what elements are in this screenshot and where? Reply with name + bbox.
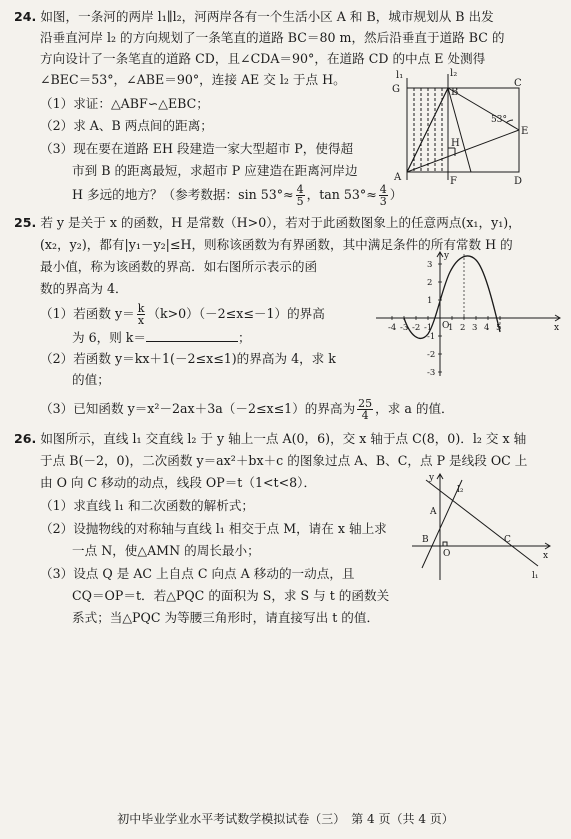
label-l1: l₁ bbox=[532, 571, 539, 581]
label-A: A bbox=[394, 172, 402, 183]
q24-line2: 沿垂直河岸 l₂ 的方向规划了一条笔直的道路 BC＝80 m，然后沿垂直于道路 BC 的 bbox=[40, 30, 505, 45]
x-tick-label: -4 bbox=[388, 323, 397, 333]
y-tick-label: -1 bbox=[427, 332, 436, 342]
q24-line1: 如图，一条河的两岸 l₁∥l₂，河两岸各有一个生活小区 A 和 B，城市规划从 B 出发 bbox=[40, 9, 494, 24]
q25-part3: （3）已知函数 y＝x²－2ax＋3a（－2≤x≤1）的界高为 $\frac{25}{4}$ ，求 a 的值． bbox=[40, 397, 454, 422]
q26-part1: （1）求直线 l₁ 和二次函数的解析式； bbox=[40, 498, 255, 513]
axis-y-label: y bbox=[444, 251, 450, 261]
label-H: H bbox=[451, 138, 460, 149]
label-C: C bbox=[504, 535, 511, 545]
x-tick-label: 4 bbox=[484, 323, 490, 333]
q26-part3-b: CQ＝OP＝t．若△PQC 的面积为 S，求 S 与 t 的函数关 bbox=[72, 588, 390, 603]
x-tick-label: 2 bbox=[460, 323, 466, 333]
fraction: $\frac{4}{5}$ bbox=[296, 183, 304, 208]
label-A: A bbox=[430, 507, 437, 517]
q26-line3: 由 O 向 C 移动的动点，线段 OP＝t（1<t<8）． bbox=[40, 475, 317, 490]
label-l1: l₁ bbox=[396, 70, 404, 81]
label-l2: l₂ bbox=[457, 485, 464, 495]
fraction: $\frac{4}{3}$ bbox=[379, 183, 387, 208]
answer-blank[interactable] bbox=[146, 329, 238, 342]
label-F: F bbox=[450, 176, 457, 187]
question-number: 24. bbox=[14, 9, 37, 24]
axis-x-label: x bbox=[554, 323, 560, 333]
q25-line1: 若 y 是关于 x 的函数，H 是常数（H>0），若对于此函数图象上的任意两点(x₁，y₁)， bbox=[40, 215, 521, 230]
y-tick-label: 3 bbox=[427, 260, 433, 270]
q26-line1: 如图所示，直线 l₁ 交直线 l₂ 于 y 轴上一点 A(0，6)，交 x 轴于点 C(8，0)．l₂ 交 x 轴 bbox=[40, 431, 527, 446]
y-tick-label: 2 bbox=[427, 278, 433, 288]
q25-line3: 最小值，称为该函数的界高．如右图所示表示的函 bbox=[40, 259, 318, 274]
river-figure bbox=[388, 68, 528, 188]
label-E: E bbox=[521, 126, 528, 137]
page-footer: 初中毕业学业水平考试数学模拟试卷（三） 第 4 页（共 4 页） bbox=[117, 812, 454, 826]
x-tick-label: -2 bbox=[412, 323, 421, 333]
x-tick-label: 3 bbox=[472, 323, 478, 333]
fraction: $\frac{k}{x}$ bbox=[137, 302, 145, 327]
fraction: $\frac{25}{4}$ bbox=[358, 397, 373, 422]
origin-label: O bbox=[442, 321, 450, 331]
q26-part3-c: 系式；当△PQC 为等腰三角形时，请直接写出 t 的值． bbox=[72, 610, 380, 625]
lines-figure bbox=[410, 470, 555, 582]
label-O: O bbox=[443, 549, 451, 559]
bounded-function-figure bbox=[372, 248, 564, 378]
question-number: 25. bbox=[14, 215, 37, 230]
label-angle: 53° bbox=[491, 115, 507, 125]
q26-part3-a: （3）设点 Q 是 AC 上自点 C 向点 A 移动的一动点，且 bbox=[40, 566, 355, 581]
x-tick-label: -1 bbox=[424, 323, 433, 333]
label-B: B bbox=[422, 535, 429, 545]
q25-line2: (x₂，y₂)，都有|y₁－y₂|≤H，则称该函数为有界函数，其中满足条件的所有常数 H 的 bbox=[40, 237, 513, 252]
q24-line3: 方向设计了一条笔直的道路 CD，且∠CDA＝90°，在道路 CD 的中点 E 处测得 bbox=[40, 51, 486, 66]
axis-x-label: x bbox=[543, 551, 549, 561]
axis-y-label: y bbox=[429, 473, 435, 483]
q25-part2-a: （2）若函数 y＝kx＋1(－2≤x≤1)的界高为 4，求 k bbox=[40, 351, 336, 366]
q24-part3-c: H 多远的地方？（参考数据：sin 53°≈ $\frac{4}{5}$ ，tan 53°≈ $\frac{4}{3}$ ） bbox=[72, 183, 403, 208]
q25-part1-b: 为 6，则 k＝ ； bbox=[72, 330, 251, 345]
q26-part2-b: 一点 N，使△AMN 的周长最小； bbox=[72, 543, 260, 558]
label-B: B bbox=[451, 87, 459, 98]
q25-line4: 数的界高为 4． bbox=[40, 281, 128, 296]
x-tick-label: 1 bbox=[448, 323, 454, 333]
y-tick-label: -2 bbox=[427, 350, 436, 360]
q24-line4: ∠BEC＝53°，∠ABE＝90°，连接 AE 交 l₂ 于点 H。 bbox=[40, 72, 346, 87]
q26-line2: 于点 B(－2，0)，二次函数 y＝ax²＋bx＋c 的图象过点 A、B、C，点 P 是线段 OC 上 bbox=[40, 453, 528, 468]
y-tick-label: 1 bbox=[427, 296, 433, 306]
q25-part1-a: （1）若函数 y＝ $\frac{k}{x}$ （k>0）（－2≤x≤－1）的界高 bbox=[40, 302, 325, 327]
question-number: 26. bbox=[14, 431, 37, 446]
q24-part2: （2）求 A、B 两点间的距离； bbox=[40, 118, 213, 133]
label-G: G bbox=[392, 84, 400, 95]
x-tick-label: 5 bbox=[496, 323, 502, 333]
label-l2: l₂ bbox=[450, 68, 458, 79]
label-C: C bbox=[514, 78, 522, 89]
q26-part2-a: （2）设抛物线的对称轴与直线 l₁ 相交于点 M，请在 x 轴上求 bbox=[40, 521, 387, 536]
label-D: D bbox=[514, 176, 523, 187]
x-tick-label: -3 bbox=[400, 323, 409, 333]
q24-part3-b: 市到 B 的距离最短，求超市 P 应建造在距离河岸边 bbox=[72, 163, 358, 178]
q24-part3-a: （3）现在要在道路 EH 段建造一家大型超市 P，使得超 bbox=[40, 141, 354, 156]
q24-part1: （1）求证：△ABF∽△EBC； bbox=[40, 96, 209, 111]
q25-part2-b: 的值； bbox=[72, 372, 110, 387]
y-tick-label: -3 bbox=[427, 368, 436, 378]
